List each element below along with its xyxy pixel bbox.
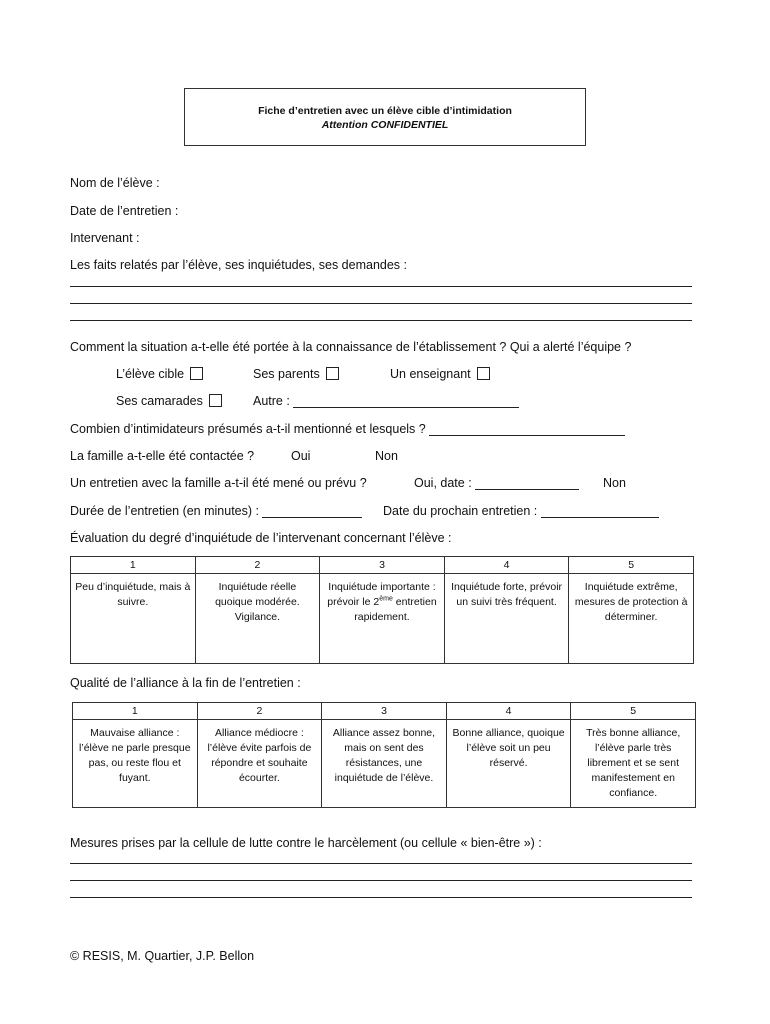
scale-description[interactable]: Peu d’inquiétude, mais à suivre. xyxy=(71,574,196,664)
field-prochain-entretien xyxy=(383,504,659,518)
answer-line[interactable] xyxy=(293,395,519,408)
scale-description[interactable]: Très bonne alliance, l’élève parle très librement et se sent manifestement en confiance. xyxy=(571,720,696,808)
field-intervenant: Intervenant : xyxy=(70,231,140,245)
answer-line[interactable] xyxy=(429,423,625,436)
document-title: Fiche d’entretien avec un élève cible d’intimidation xyxy=(258,105,512,117)
writing-line[interactable] xyxy=(70,303,692,304)
question-intimidateurs xyxy=(70,422,625,436)
answer-famille-oui[interactable]: Oui xyxy=(291,449,311,463)
writing-line[interactable] xyxy=(70,863,692,864)
writing-line[interactable] xyxy=(70,880,692,881)
checkbox[interactable] xyxy=(209,394,222,407)
table-body-row xyxy=(73,720,696,808)
scale-level[interactable]: 4 xyxy=(446,703,571,720)
table-header-row xyxy=(73,703,696,720)
scale-level[interactable]: 2 xyxy=(197,703,322,720)
footer-credit: © RESIS, M. Quartier, J.P. Bellon xyxy=(70,949,255,963)
writing-line[interactable] xyxy=(70,897,692,898)
checkbox[interactable] xyxy=(190,367,203,380)
option-label: Un enseignant xyxy=(390,367,471,381)
question-famille: La famille a-t-elle été contactée ? xyxy=(70,449,255,463)
field-date-entretien: Date de l’entretien : xyxy=(70,204,179,218)
field-nom-eleve: Nom de l’élève : xyxy=(70,176,160,190)
question-connaissance: Comment la situation a-t-elle été portée à la connaissance de l’établissement ? Qui a alerté l’équipe ? xyxy=(70,340,632,354)
option-label: L’élève cible xyxy=(116,367,185,381)
scale-description[interactable]: Bonne alliance, quoique l’élève soit un peu réservé. xyxy=(446,720,571,808)
option-label: Autre : xyxy=(253,394,290,408)
scale-description[interactable]: Inquiétude extrême, mesures de protection à déterminer. xyxy=(569,574,694,664)
scale-description[interactable]: Inquiétude réelle quoique modérée. Vigilance. xyxy=(195,574,320,664)
field-label: Durée de l’entretien (en minutes) : xyxy=(70,504,259,518)
checkbox[interactable] xyxy=(326,367,339,380)
title-box xyxy=(184,88,586,146)
scale-level[interactable]: 5 xyxy=(569,557,694,574)
alliance-table xyxy=(72,702,696,808)
table-header-row xyxy=(71,557,694,574)
option-autre xyxy=(253,394,519,408)
inquietude-label: Évaluation du degré d’inquiétude de l’intervenant concernant l’élève : xyxy=(70,531,452,545)
scale-description[interactable]: Mauvaise alliance : l’élève ne parle presque pas, ou reste flou et fuyant. xyxy=(73,720,198,808)
scale-level[interactable]: 5 xyxy=(571,703,696,720)
scale-description[interactable]: Alliance assez bonne, mais on sent des résistances, une inquiétude de l’élève. xyxy=(322,720,447,808)
scale-level[interactable]: 2 xyxy=(195,557,320,574)
option-camarades xyxy=(116,394,222,408)
answer-entretien-non[interactable]: Non xyxy=(603,476,626,490)
answer-famille-non[interactable]: Non xyxy=(375,449,398,463)
checkbox[interactable] xyxy=(477,367,490,380)
question-label: Combien d’intimidateurs présumés a-t-il mentionné et lesquels ? xyxy=(70,422,426,436)
mesures-label: Mesures prises par la cellule de lutte contre le harcèlement (ou cellule « bien-être ») : xyxy=(70,836,542,850)
scale-description[interactable]: Alliance médiocre : l’élève évite parfois de répondre et souhaite écourter. xyxy=(197,720,322,808)
scale-level[interactable]: 3 xyxy=(322,703,447,720)
superscript: ème xyxy=(379,595,393,603)
answer-label[interactable]: Oui, date : xyxy=(414,476,472,490)
option-parents xyxy=(253,367,339,381)
option-enseignant xyxy=(390,367,490,381)
answer-line[interactable] xyxy=(541,505,659,518)
option-label: Ses parents xyxy=(253,367,320,381)
document-subtitle: Attention CONFIDENTIEL xyxy=(321,119,449,131)
scale-level[interactable]: 1 xyxy=(73,703,198,720)
question-entretien-famille: Un entretien avec la famille a-t-il été mené ou prévu ? xyxy=(70,476,367,490)
table-body-row xyxy=(71,574,694,664)
scale-level[interactable]: 3 xyxy=(320,557,445,574)
scale-level[interactable]: 1 xyxy=(71,557,196,574)
field-duree xyxy=(70,504,362,518)
scale-level[interactable]: 4 xyxy=(444,557,569,574)
answer-line[interactable] xyxy=(262,505,362,518)
scale-description[interactable]: Inquiétude importante : prévoir le 2ème entretien rapidement. xyxy=(320,574,445,664)
field-faits: Les faits relatés par l’élève, ses inquiétudes, ses demandes : xyxy=(70,258,407,272)
answer-line[interactable] xyxy=(475,477,579,490)
writing-line[interactable] xyxy=(70,286,692,287)
option-eleve-cible xyxy=(116,367,203,381)
scale-description[interactable]: Inquiétude forte, prévoir un suivi très fréquent. xyxy=(444,574,569,664)
alliance-label: Qualité de l’alliance à la fin de l’entretien : xyxy=(70,676,301,690)
inquietude-table xyxy=(70,556,694,664)
field-label: Date du prochain entretien : xyxy=(383,504,538,518)
option-label: Ses camarades xyxy=(116,394,203,408)
answer-entretien-oui xyxy=(414,476,579,490)
writing-line[interactable] xyxy=(70,320,692,321)
